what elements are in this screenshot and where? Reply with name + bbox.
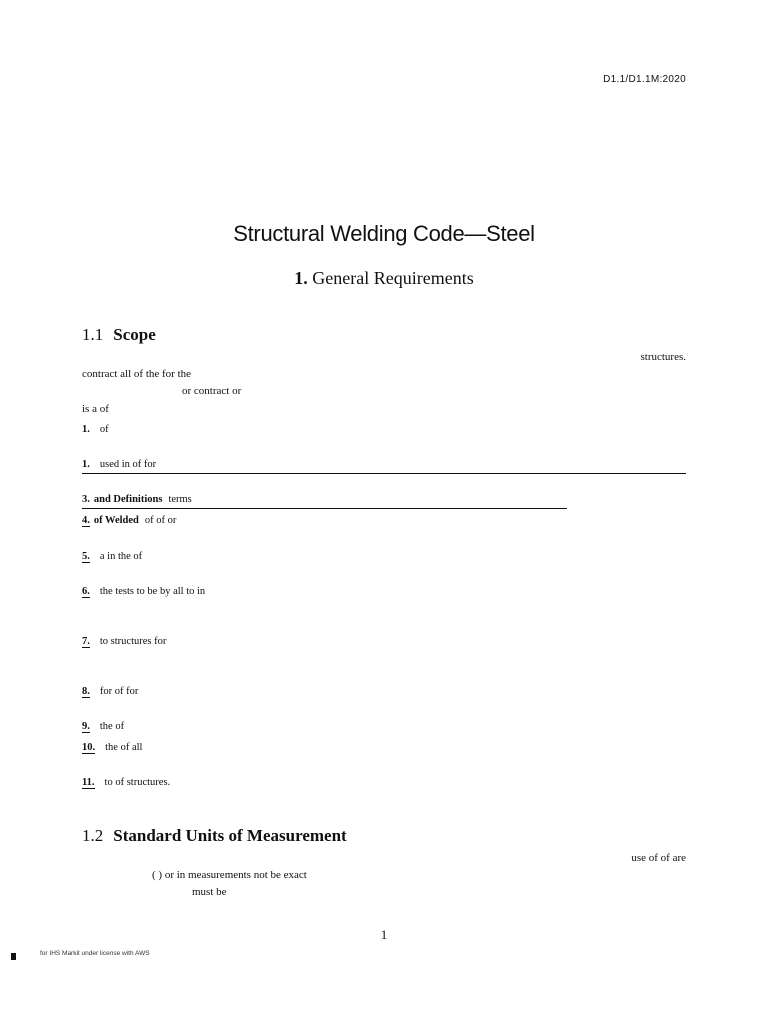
item-number: 1. xyxy=(82,424,90,435)
section-heading-scope xyxy=(82,325,156,345)
item-text: of of or xyxy=(144,515,177,526)
page-title: Structural Welding Code—Steel xyxy=(233,220,535,246)
item-title: and Definitions xyxy=(93,494,163,505)
item-number: 8. xyxy=(82,686,90,697)
item-number: 10. xyxy=(82,742,96,753)
section-number: 1.2 xyxy=(82,826,104,845)
list-item xyxy=(82,513,686,529)
list-item xyxy=(82,634,686,650)
item-number: 11. xyxy=(82,777,95,788)
item-text: to of structures. xyxy=(104,777,171,788)
item-text: the of all xyxy=(105,742,143,753)
list-item xyxy=(82,740,686,756)
list-item xyxy=(82,457,686,474)
section-title: Standard Units of Measurement xyxy=(113,826,347,845)
item-number: 7. xyxy=(82,636,90,647)
item-text: the of xyxy=(99,721,125,732)
chapter-number: 1. xyxy=(294,268,308,288)
footer-license-text: for IHS Markit under license with AWS xyxy=(40,950,150,957)
item-text: used in of for xyxy=(99,459,157,470)
scope-line: structures. xyxy=(640,351,686,363)
units-line: ( ) or in measurements not be exact xyxy=(152,869,307,881)
item-text: a in the of xyxy=(99,551,143,562)
section-title: Scope xyxy=(113,325,156,344)
chapter-heading xyxy=(0,268,768,289)
item-text: of xyxy=(99,424,109,435)
scope-line: contract all of the for the xyxy=(82,368,192,380)
item-number: 5. xyxy=(82,551,90,562)
item-text: for of for xyxy=(99,686,139,697)
list-item xyxy=(82,719,686,735)
item-number: 4. xyxy=(82,515,90,526)
units-line: must be xyxy=(192,886,227,898)
item-title: of Welded xyxy=(93,515,139,526)
section-number: 1.1 xyxy=(82,325,104,344)
scope-paragraph xyxy=(82,349,686,400)
page-number: 1 xyxy=(380,927,388,942)
list-item xyxy=(82,684,686,700)
item-text: terms xyxy=(168,494,192,505)
list-item xyxy=(82,549,686,565)
units-line: use of of are xyxy=(631,852,686,864)
list-item xyxy=(82,584,686,600)
list-item xyxy=(82,492,567,509)
document-id: D1.1/D1.1M:2020 xyxy=(603,74,686,85)
section-heading-units xyxy=(82,826,347,846)
scope-intro-line: is a of xyxy=(82,403,109,415)
list-item xyxy=(82,422,686,438)
footer-marker xyxy=(11,953,16,960)
units-paragraph xyxy=(82,850,686,901)
list-item xyxy=(82,775,686,791)
item-text: the tests to be by all to in xyxy=(99,586,206,597)
item-number: 3. xyxy=(82,494,90,505)
item-number: 1. xyxy=(82,459,90,470)
item-number: 6. xyxy=(82,586,90,597)
scope-line: or contract or xyxy=(182,385,242,397)
item-text: to structures for xyxy=(99,636,167,647)
chapter-title: General Requirements xyxy=(312,268,474,288)
item-number: 9. xyxy=(82,721,90,732)
